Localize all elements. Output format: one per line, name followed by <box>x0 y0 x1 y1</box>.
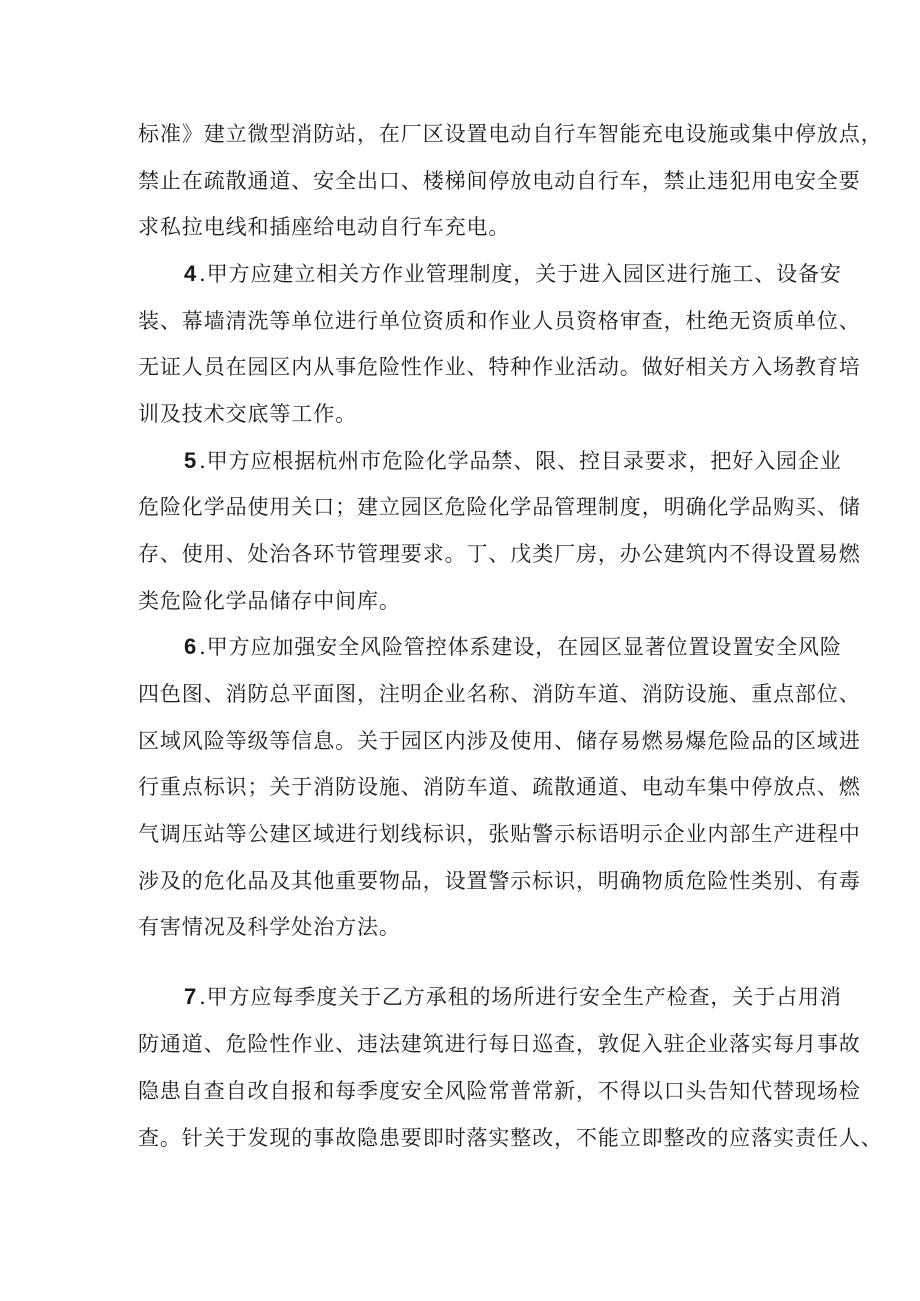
item-number: 6 <box>184 634 198 659</box>
paragraph-line: 有害情况及科学处治方法。 <box>138 915 401 939</box>
item-number: 5 <box>184 448 198 473</box>
paragraph-line: 禁止在疏散通道、安全出口、楼梯间停放电动自行车，禁止违犯用电安全要 <box>138 169 861 193</box>
paragraph-first-line <box>184 983 842 1011</box>
item-number: 4 <box>184 261 198 286</box>
paragraph-line: 区域风险等级等信息。关于园区内涉及使用、储存易燃易爆危险品的区域进 <box>138 729 861 753</box>
paragraph-line-text: .甲方应建立相关方作业管理制度，关于进入园区进行施工、设备安 <box>199 262 842 286</box>
paragraph-line: 装、幕墙清洗等单位进行单位资质和作业人员资格审查，杜绝无资质单位、 <box>138 309 861 333</box>
paragraph-line-text: .甲方应根据杭州市危险化学品禁、限、控目录要求，把好入园企业 <box>199 449 842 473</box>
paragraph-line: 四色图、消防总平面图，注明企业名称、消防车道、消防设施、重点部位、 <box>138 682 861 706</box>
paragraph-line: 隐患自查自改自报和每季度安全风险常普常新，不得以口头告知代替现场检 <box>138 1079 861 1103</box>
paragraph-line: 涉及的危化品及其他重要物品，设置警示标识，明确物质危险性类别、有毒 <box>138 869 861 893</box>
paragraph-line: 气调压站等公建区域进行划线标识，张贴警示标语明示企业内部生产进程中 <box>138 822 861 846</box>
paragraph-line: 防通道、危险性作业、违法建筑进行每日巡查，敦促入驻企业落实每月事故 <box>138 1032 861 1056</box>
paragraph-line: 危险化学品使用关口；建立园区危险化学品管理制度，明确化学品购买、储 <box>138 495 861 519</box>
paragraph-line-text: .甲方应加强安全风险管控体系建设，在园区显著位置设置安全风险 <box>199 635 842 659</box>
paragraph-first-line <box>184 447 842 475</box>
paragraph-line: 求私拉电线和插座给电动自行车充电。 <box>138 215 511 239</box>
paragraph-first-line <box>184 633 842 661</box>
paragraph-line: 行重点标识；关于消防设施、消防车道、疏散通道、电动车集中停放点、燃 <box>138 775 861 799</box>
paragraph-first-line <box>184 260 842 288</box>
paragraph-line: 训及技术交底等工作。 <box>138 402 357 426</box>
paragraph-line: 无证人员在园区内从事危险性作业、特种作业活动。做好相关方入场教育培 <box>138 355 861 379</box>
paragraph-line-text: .甲方应每季度关于乙方承租的场所进行安全生产检查，关于占用消 <box>199 985 842 1009</box>
paragraph-line: 查。针关于发现的事故隐患要即时落实整改，不能立即整改的应落实责任人、 <box>138 1126 883 1150</box>
paragraph-line: 存、使用、处治各环节管理要求。丁、戊类厂房，办公建筑内不得设置易燃 <box>138 542 861 566</box>
paragraph-line: 类危险化学品储存中间库。 <box>138 589 401 613</box>
paragraph-line: 标准》建立微型消防站，在厂区设置电动自行车智能充电设施或集中停放点， <box>138 122 883 146</box>
item-number: 7 <box>184 984 198 1009</box>
